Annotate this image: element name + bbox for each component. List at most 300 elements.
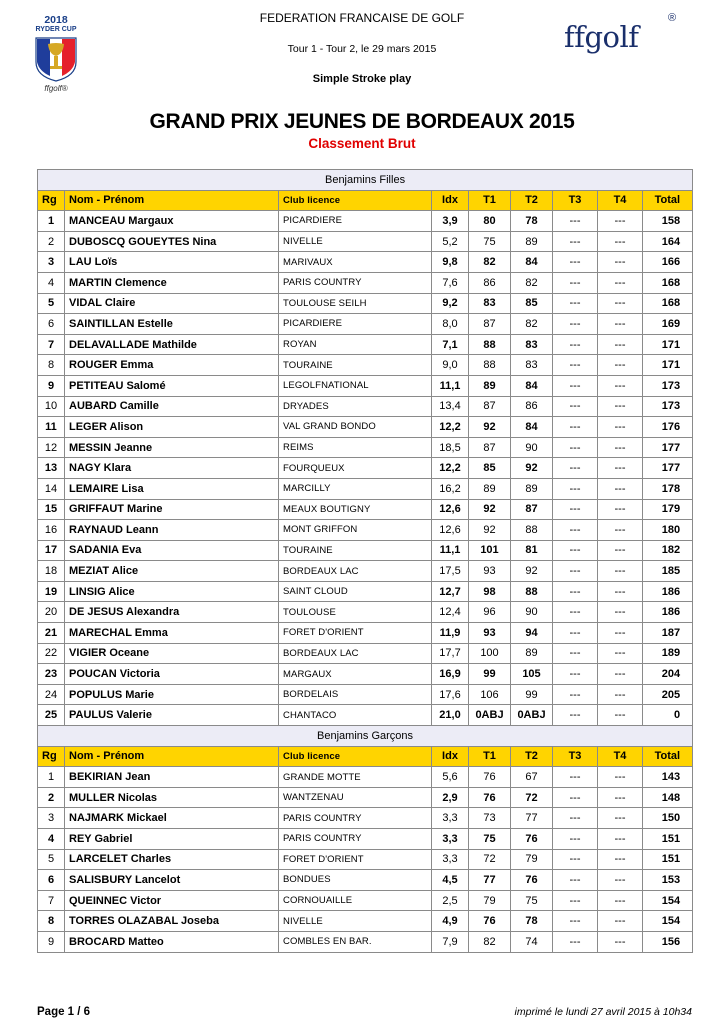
cell-round4: --- — [598, 252, 643, 273]
column-header-total: Total — [643, 190, 693, 211]
cell-index: 21,0 — [432, 705, 469, 726]
cell-round4: --- — [598, 767, 643, 788]
cell-name: MULLER Nicolas — [65, 787, 279, 808]
cell-round3: --- — [553, 355, 598, 376]
cell-round1: 92 — [469, 499, 511, 520]
cell-club: VAL GRAND BONDO — [279, 417, 432, 438]
column-header-club: Club licence — [279, 746, 432, 767]
cell-total: 164 — [643, 231, 693, 252]
cell-name: MANCEAU Margaux — [65, 211, 279, 232]
cell-rank: 20 — [38, 602, 65, 623]
cell-index: 17,6 — [432, 684, 469, 705]
cell-total: 185 — [643, 561, 693, 582]
cell-rank: 3 — [38, 252, 65, 273]
cell-rank: 14 — [38, 478, 65, 499]
table-row — [38, 561, 693, 582]
cell-round1: 89 — [469, 375, 511, 396]
cell-round2: 75 — [511, 890, 553, 911]
cell-round4: --- — [598, 911, 643, 932]
cell-index: 2,9 — [432, 787, 469, 808]
cell-total: 150 — [643, 808, 693, 829]
cell-total: 176 — [643, 417, 693, 438]
cell-round2: 83 — [511, 334, 553, 355]
cell-index: 3,3 — [432, 849, 469, 870]
cell-round2: 88 — [511, 520, 553, 541]
cell-name: POUCAN Victoria — [65, 664, 279, 685]
cell-rank: 16 — [38, 520, 65, 541]
cell-name: TORRES OLAZABAL Joseba — [65, 911, 279, 932]
cell-index: 9,0 — [432, 355, 469, 376]
cell-total: 156 — [643, 931, 693, 952]
cell-round3: --- — [553, 931, 598, 952]
cell-rank: 5 — [38, 293, 65, 314]
cell-total: 153 — [643, 870, 693, 891]
cell-round4: --- — [598, 643, 643, 664]
cell-club: BORDEAUX LAC — [279, 561, 432, 582]
cell-round4: --- — [598, 499, 643, 520]
cell-total: 187 — [643, 623, 693, 644]
cell-rank: 1 — [38, 211, 65, 232]
cell-round2: 89 — [511, 231, 553, 252]
cell-round3: --- — [553, 602, 598, 623]
cell-name: DELAVALLADE Mathilde — [65, 334, 279, 355]
cell-round1: 93 — [469, 623, 511, 644]
cell-round4: --- — [598, 211, 643, 232]
cell-total: 173 — [643, 375, 693, 396]
cell-round3: --- — [553, 684, 598, 705]
table-row — [38, 520, 693, 541]
cell-round3: --- — [553, 787, 598, 808]
cell-round4: --- — [598, 458, 643, 479]
cell-round1: 87 — [469, 437, 511, 458]
column-header-round2: T2 — [511, 190, 553, 211]
cell-club: ROYAN — [279, 334, 432, 355]
cell-club: CORNOUAILLE — [279, 890, 432, 911]
cell-name: LAU Loïs — [65, 252, 279, 273]
cell-index: 7,6 — [432, 272, 469, 293]
cell-name: SALISBURY Lancelot — [65, 870, 279, 891]
cell-round2: 82 — [511, 272, 553, 293]
federation-name: FEDERATION FRANCAISE DE GOLF — [259, 11, 465, 25]
cell-rank: 2 — [38, 231, 65, 252]
cell-round3: --- — [553, 314, 598, 335]
cell-round2: 85 — [511, 293, 553, 314]
table-row — [38, 911, 693, 932]
cell-index: 12,2 — [432, 417, 469, 438]
cell-index: 11,1 — [432, 375, 469, 396]
cell-index: 7,1 — [432, 334, 469, 355]
cell-round2: 0ABJ — [511, 705, 553, 726]
cell-index: 12,4 — [432, 602, 469, 623]
table-row — [38, 705, 693, 726]
cell-club: MARGAUX — [279, 664, 432, 685]
cell-club: REIMS — [279, 437, 432, 458]
cell-rank: 21 — [38, 623, 65, 644]
column-header-row — [38, 190, 693, 211]
cell-name: ROUGER Emma — [65, 355, 279, 376]
cell-round3: --- — [553, 767, 598, 788]
cell-rank: 17 — [38, 540, 65, 561]
cell-round2: 81 — [511, 540, 553, 561]
cell-round4: --- — [598, 623, 643, 644]
cell-total: 151 — [643, 829, 693, 850]
cell-index: 9,2 — [432, 293, 469, 314]
cell-rank: 2 — [38, 787, 65, 808]
cell-club: LEGOLFNATIONAL — [279, 375, 432, 396]
cell-club: NIVELLE — [279, 911, 432, 932]
cell-round4: --- — [598, 561, 643, 582]
cell-round3: --- — [553, 890, 598, 911]
cell-name: LEGER Alison — [65, 417, 279, 438]
cell-rank: 23 — [38, 664, 65, 685]
cell-rank: 18 — [38, 561, 65, 582]
cell-club: PARIS COUNTRY — [279, 272, 432, 293]
cell-name: PAULUS Valerie — [65, 705, 279, 726]
table-row — [38, 808, 693, 829]
table-row — [38, 643, 693, 664]
cell-round1: 88 — [469, 334, 511, 355]
cell-name: GRIFFAUT Marine — [65, 499, 279, 520]
cell-round4: --- — [598, 355, 643, 376]
cell-name: LINSIG Alice — [65, 581, 279, 602]
cell-total: 189 — [643, 643, 693, 664]
column-header-index: Idx — [432, 190, 469, 211]
cell-name: SADANIA Eva — [65, 540, 279, 561]
column-header-rank: Rg — [38, 190, 65, 211]
cell-name: AUBARD Camille — [65, 396, 279, 417]
column-header-rank: Rg — [38, 746, 65, 767]
cell-round1: 83 — [469, 293, 511, 314]
cell-rank: 19 — [38, 581, 65, 602]
table-row — [38, 787, 693, 808]
cell-club: PICARDIERE — [279, 314, 432, 335]
cell-total: 171 — [643, 355, 693, 376]
column-header-round3: T3 — [553, 190, 598, 211]
table-row — [38, 272, 693, 293]
cell-name: RAYNAUD Leann — [65, 520, 279, 541]
cell-round4: --- — [598, 231, 643, 252]
cell-round3: --- — [553, 375, 598, 396]
cell-index: 17,5 — [432, 561, 469, 582]
column-header-total: Total — [643, 746, 693, 767]
table-row — [38, 396, 693, 417]
cell-round1: 73 — [469, 808, 511, 829]
cell-index: 4,5 — [432, 870, 469, 891]
cell-rank: 12 — [38, 437, 65, 458]
cell-round2: 90 — [511, 602, 553, 623]
cell-rank: 6 — [38, 314, 65, 335]
cell-round2: 77 — [511, 808, 553, 829]
column-header-round4: T4 — [598, 190, 643, 211]
cell-round1: 106 — [469, 684, 511, 705]
cell-total: 171 — [643, 334, 693, 355]
cell-rank: 25 — [38, 705, 65, 726]
table-row — [38, 664, 693, 685]
cell-rank: 9 — [38, 375, 65, 396]
table-row — [38, 890, 693, 911]
cell-round1: 72 — [469, 849, 511, 870]
cell-index: 12,6 — [432, 520, 469, 541]
cell-index: 3,9 — [432, 211, 469, 232]
cell-round4: --- — [598, 664, 643, 685]
cell-round1: 86 — [469, 272, 511, 293]
cell-total: 166 — [643, 252, 693, 273]
cell-round1: 99 — [469, 664, 511, 685]
table-row — [38, 684, 693, 705]
cell-index: 5,6 — [432, 767, 469, 788]
cell-index: 16,9 — [432, 664, 469, 685]
cell-club: MARIVAUX — [279, 252, 432, 273]
tour-date: Tour 1 - Tour 2, le 29 mars 2015 — [287, 43, 437, 55]
cell-total: 205 — [643, 684, 693, 705]
cell-total: 182 — [643, 540, 693, 561]
category-header — [38, 726, 693, 747]
cell-club: SAINT CLOUD — [279, 581, 432, 602]
cell-round1: 92 — [469, 520, 511, 541]
cell-club: MEAUX BOUTIGNY — [279, 499, 432, 520]
cell-round3: --- — [553, 252, 598, 273]
cell-round3: --- — [553, 478, 598, 499]
cell-round1: 96 — [469, 602, 511, 623]
cell-name: MARTIN Clemence — [65, 272, 279, 293]
cell-round3: --- — [553, 540, 598, 561]
cell-rank: 3 — [38, 808, 65, 829]
cell-club: WANTZENAU — [279, 787, 432, 808]
cell-round3: --- — [553, 561, 598, 582]
cell-index: 9,8 — [432, 252, 469, 273]
cell-round3: --- — [553, 211, 598, 232]
table-row — [38, 293, 693, 314]
cell-club: GRANDE MOTTE — [279, 767, 432, 788]
cell-rank: 5 — [38, 849, 65, 870]
print-timestamp: imprimé le lundi 27 avril 2015 à 10h34 — [514, 1006, 692, 1018]
cell-club: FOURQUEUX — [279, 458, 432, 479]
cell-round4: --- — [598, 437, 643, 458]
cell-name: QUEINNEC Victor — [65, 890, 279, 911]
table-row — [38, 458, 693, 479]
cell-club: TOULOUSE SEILH — [279, 293, 432, 314]
cell-round4: --- — [598, 808, 643, 829]
cell-name: LARCELET Charles — [65, 849, 279, 870]
cell-index: 7,9 — [432, 931, 469, 952]
table-row — [38, 870, 693, 891]
column-header-name: Nom - Prénom — [65, 746, 279, 767]
cell-total: 0 — [643, 705, 693, 726]
cell-round3: --- — [553, 458, 598, 479]
cell-club: PICARDIERE — [279, 211, 432, 232]
cell-round1: 75 — [469, 231, 511, 252]
cell-club: COMBLES EN BAR. — [279, 931, 432, 952]
column-header-round1: T1 — [469, 190, 511, 211]
cell-round2: 90 — [511, 437, 553, 458]
cell-round3: --- — [553, 231, 598, 252]
cell-round2: 92 — [511, 561, 553, 582]
cell-round2: 86 — [511, 396, 553, 417]
cell-club: BORDELAIS — [279, 684, 432, 705]
cell-round3: --- — [553, 829, 598, 850]
cell-club: TOURAINE — [279, 540, 432, 561]
cell-round4: --- — [598, 705, 643, 726]
cell-round2: 78 — [511, 911, 553, 932]
cell-index: 5,2 — [432, 231, 469, 252]
cell-club: NIVELLE — [279, 231, 432, 252]
cell-index: 16,2 — [432, 478, 469, 499]
table-row — [38, 437, 693, 458]
cell-round3: --- — [553, 808, 598, 829]
cell-round3: --- — [553, 437, 598, 458]
cell-round1: 80 — [469, 211, 511, 232]
column-header-round2: T2 — [511, 746, 553, 767]
cell-total: 186 — [643, 581, 693, 602]
table-row — [38, 355, 693, 376]
table-row — [38, 767, 693, 788]
cell-round3: --- — [553, 417, 598, 438]
column-header-round4: T4 — [598, 746, 643, 767]
cell-round1: 75 — [469, 829, 511, 850]
cell-name: NAJMARK Mickael — [65, 808, 279, 829]
table-row — [38, 375, 693, 396]
cell-round2: 76 — [511, 829, 553, 850]
table-row — [38, 829, 693, 850]
cell-rank: 6 — [38, 870, 65, 891]
cell-round2: 78 — [511, 211, 553, 232]
cell-round4: --- — [598, 684, 643, 705]
cell-name: PETITEAU Salomé — [65, 375, 279, 396]
cell-round2: 94 — [511, 623, 553, 644]
cell-round4: --- — [598, 787, 643, 808]
category-title: Benjamins Garçons — [38, 726, 693, 747]
cell-round3: --- — [553, 643, 598, 664]
cell-total: 154 — [643, 890, 693, 911]
cell-round1: 100 — [469, 643, 511, 664]
cell-club: FORET D'ORIENT — [279, 849, 432, 870]
cell-name: NAGY Klara — [65, 458, 279, 479]
cell-club: MARCILLY — [279, 478, 432, 499]
cell-total: 186 — [643, 602, 693, 623]
cell-rank: 11 — [38, 417, 65, 438]
cell-round4: --- — [598, 849, 643, 870]
cell-club: PARIS COUNTRY — [279, 808, 432, 829]
cell-round2: 89 — [511, 478, 553, 499]
table-row — [38, 623, 693, 644]
cell-rank: 13 — [38, 458, 65, 479]
cell-round4: --- — [598, 417, 643, 438]
cell-rank: 1 — [38, 767, 65, 788]
cell-rank: 8 — [38, 355, 65, 376]
cell-total: 148 — [643, 787, 693, 808]
table-row — [38, 540, 693, 561]
cell-round3: --- — [553, 705, 598, 726]
cell-round1: 79 — [469, 890, 511, 911]
cell-round3: --- — [553, 623, 598, 644]
cell-total: 168 — [643, 293, 693, 314]
cell-round1: 82 — [469, 931, 511, 952]
cell-total: 158 — [643, 211, 693, 232]
cell-club: FORET D'ORIENT — [279, 623, 432, 644]
cell-round2: 87 — [511, 499, 553, 520]
page-subtitle: Classement Brut — [308, 136, 416, 151]
column-header-row — [38, 746, 693, 767]
cell-round1: 0ABJ — [469, 705, 511, 726]
cell-round3: --- — [553, 293, 598, 314]
cell-round2: 84 — [511, 417, 553, 438]
cell-round3: --- — [553, 849, 598, 870]
page-title: GRAND PRIX JEUNES DE BORDEAUX 2015 — [149, 110, 575, 133]
table-row — [38, 417, 693, 438]
cell-index: 3,3 — [432, 808, 469, 829]
cell-total: 154 — [643, 911, 693, 932]
cell-round1: 101 — [469, 540, 511, 561]
column-header-club: Club licence — [279, 190, 432, 211]
cell-index: 11,9 — [432, 623, 469, 644]
cell-club: BONDUES — [279, 870, 432, 891]
cell-round3: --- — [553, 911, 598, 932]
cell-total: 177 — [643, 458, 693, 479]
cell-club: CHANTACO — [279, 705, 432, 726]
cell-round4: --- — [598, 478, 643, 499]
cell-round4: --- — [598, 334, 643, 355]
column-header-round3: T3 — [553, 746, 598, 767]
cell-round2: 84 — [511, 252, 553, 273]
ffgolf-logo: ffgolf — [564, 20, 639, 54]
cell-round4: --- — [598, 581, 643, 602]
cell-round4: --- — [598, 829, 643, 850]
competition-format: Simple Stroke play — [312, 73, 412, 85]
cell-club: TOULOUSE — [279, 602, 432, 623]
cell-total: 178 — [643, 478, 693, 499]
cell-round4: --- — [598, 293, 643, 314]
cell-rank: 7 — [38, 890, 65, 911]
cell-name: MEZIAT Alice — [65, 561, 279, 582]
cell-round3: --- — [553, 581, 598, 602]
cell-round1: 82 — [469, 252, 511, 273]
table-row — [38, 849, 693, 870]
cell-round4: --- — [598, 314, 643, 335]
cell-club: PARIS COUNTRY — [279, 829, 432, 850]
table-row — [38, 334, 693, 355]
cell-round4: --- — [598, 931, 643, 952]
cell-rank: 15 — [38, 499, 65, 520]
cell-index: 12,7 — [432, 581, 469, 602]
cell-round3: --- — [553, 499, 598, 520]
cell-round1: 76 — [469, 911, 511, 932]
cell-name: VIGIER Oceane — [65, 643, 279, 664]
cell-club: MONT GRIFFON — [279, 520, 432, 541]
cell-index: 18,5 — [432, 437, 469, 458]
cell-index: 3,3 — [432, 829, 469, 850]
cell-round2: 74 — [511, 931, 553, 952]
cell-name: DUBOSCQ GOUEYTES Nina — [65, 231, 279, 252]
cell-rank: 4 — [38, 272, 65, 293]
cell-round4: --- — [598, 540, 643, 561]
cell-round2: 72 — [511, 787, 553, 808]
cell-round4: --- — [598, 520, 643, 541]
cell-rank: 24 — [38, 684, 65, 705]
cell-round1: 92 — [469, 417, 511, 438]
cell-index: 12,6 — [432, 499, 469, 520]
cell-index: 13,4 — [432, 396, 469, 417]
cell-round3: --- — [553, 664, 598, 685]
cell-round3: --- — [553, 334, 598, 355]
table-row — [38, 211, 693, 232]
cell-name: BROCARD Matteo — [65, 931, 279, 952]
cell-round2: 83 — [511, 355, 553, 376]
table-row — [38, 499, 693, 520]
table-row — [38, 931, 693, 952]
cell-rank: 10 — [38, 396, 65, 417]
cell-total: 179 — [643, 499, 693, 520]
ryder-cup-name: RYDER CUP — [35, 26, 77, 33]
